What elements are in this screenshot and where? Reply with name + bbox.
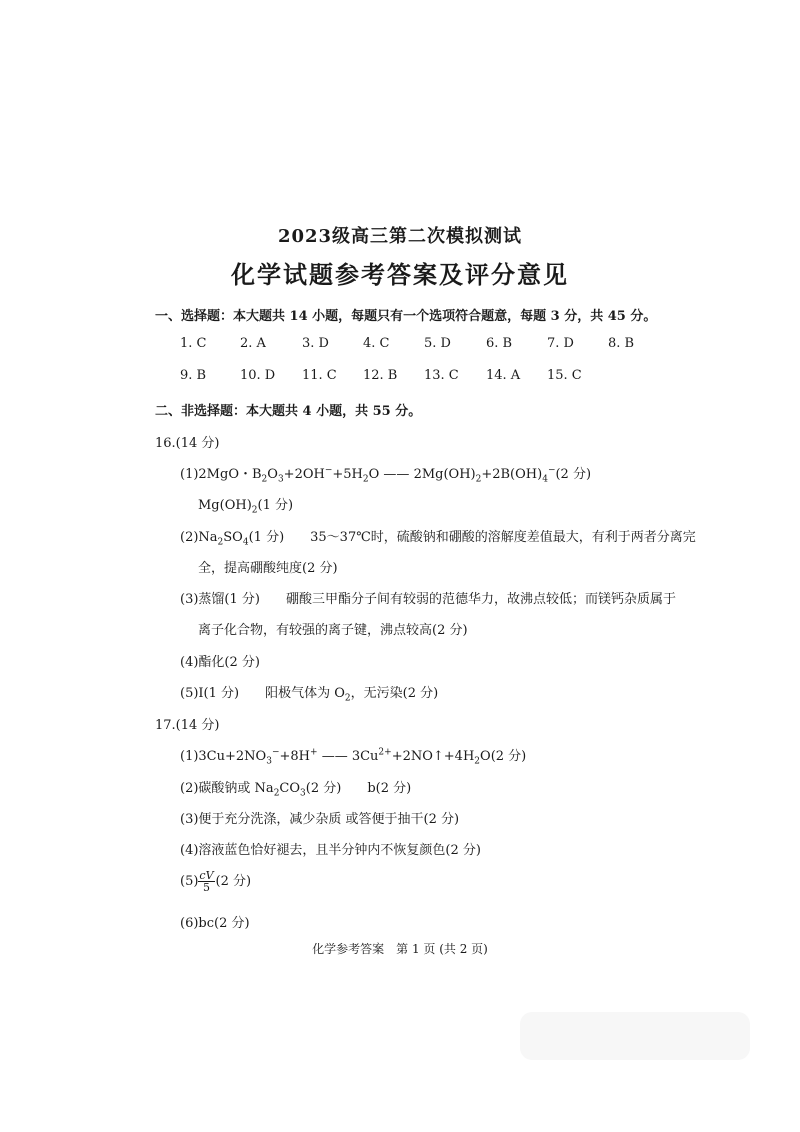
section2-heading: 二、非选择题：本大题共 4 小题，共 55 分。	[155, 404, 422, 419]
scan-smudge	[520, 1012, 750, 1060]
q16-part3-line2: 离子化合物，有较强的离子键，沸点较高(2 分)	[198, 623, 468, 638]
q16-part2: $(2)Na_2SO_4(1$ 分) 35～37℃时，硫酸钠和硼酸的溶解度差值最大，有利于两者分离完	[180, 530, 696, 548]
answer-11: 11. C	[302, 368, 337, 383]
answer-3: 3. D	[302, 336, 329, 351]
answer-8: 8. B	[608, 336, 635, 351]
q17-part6: (6)bc(2 分)	[180, 916, 250, 931]
answer-6: 6. B	[486, 336, 513, 351]
q17-part4: (4)溶液蓝色恰好褪去，且半分钟内不恢复颜色(2 分)	[180, 843, 481, 858]
answer-13: 13. C	[424, 368, 459, 383]
q16-part2-line2: 全，提高硼酸纯度(2 分)	[198, 561, 338, 576]
q16-part3: (3)蒸馏(1 分) 硼酸三甲酯分子间有较弱的范德华力，故沸点较低；而镁钙杂质属于	[180, 592, 676, 607]
section1-heading: 一、选择题：本大题共 14 小题，每题只有一个选项符合题意，每题 3 分，共 45 分。	[155, 309, 657, 324]
q16-part5: (5)I(1 分) 阳极气体为 $O_2$，无污染(2 分)	[180, 686, 439, 704]
page-footer: 化学参考答案 第 1 页 (共 2 页)	[312, 942, 488, 956]
q16-header: 16.(14 分)	[155, 436, 220, 451]
answer-15: 15. C	[547, 368, 582, 383]
document-title: 化学试题参考答案及评分意见	[231, 260, 569, 289]
q17-header: 17.(14 分)	[155, 718, 220, 733]
answer-5: 5. D	[424, 336, 451, 351]
fraction: $\frac{cV}{5}$	[199, 869, 214, 894]
answer-4: 4. C	[363, 336, 390, 351]
answer-12: 12. B	[363, 368, 398, 383]
answer-14: 14. A	[486, 368, 521, 383]
answer-7: 7. D	[547, 336, 574, 351]
q17-part1: $(1)3Cu+2NO_3^-+8H^+$ —— $3Cu^{2+}+2NO↑+4H_2O(2$ 分)	[180, 747, 527, 767]
q16-part1: (1)2MgO・$B_2O_3+2OH^-+5H_2O$ —— $2Mg(OH)_2+2B(OH)_4^-(2$ 分)	[180, 465, 592, 485]
answer-10: 10. D	[240, 368, 276, 383]
answer-2: 2. A	[240, 336, 266, 351]
answer-9: 9. B	[180, 368, 207, 383]
q16-part1-line2: $Mg(OH)_2(1$ 分)	[198, 498, 294, 516]
q17-part2: (2)碳酸钠或 $Na_2CO_3(2$ 分) b(2 分)	[180, 781, 412, 799]
exam-title: 2023级高三第二次模拟测试	[277, 226, 523, 247]
q16-part4: (4)酯化(2 分)	[180, 655, 260, 670]
q17-part5: (5) $\frac{cV}{5}$ (2 分)	[180, 869, 252, 894]
answer-1: 1. C	[180, 336, 207, 351]
q17-part3: (3)便于充分洗涤，减少杂质 或答便于抽干(2 分)	[180, 812, 460, 827]
